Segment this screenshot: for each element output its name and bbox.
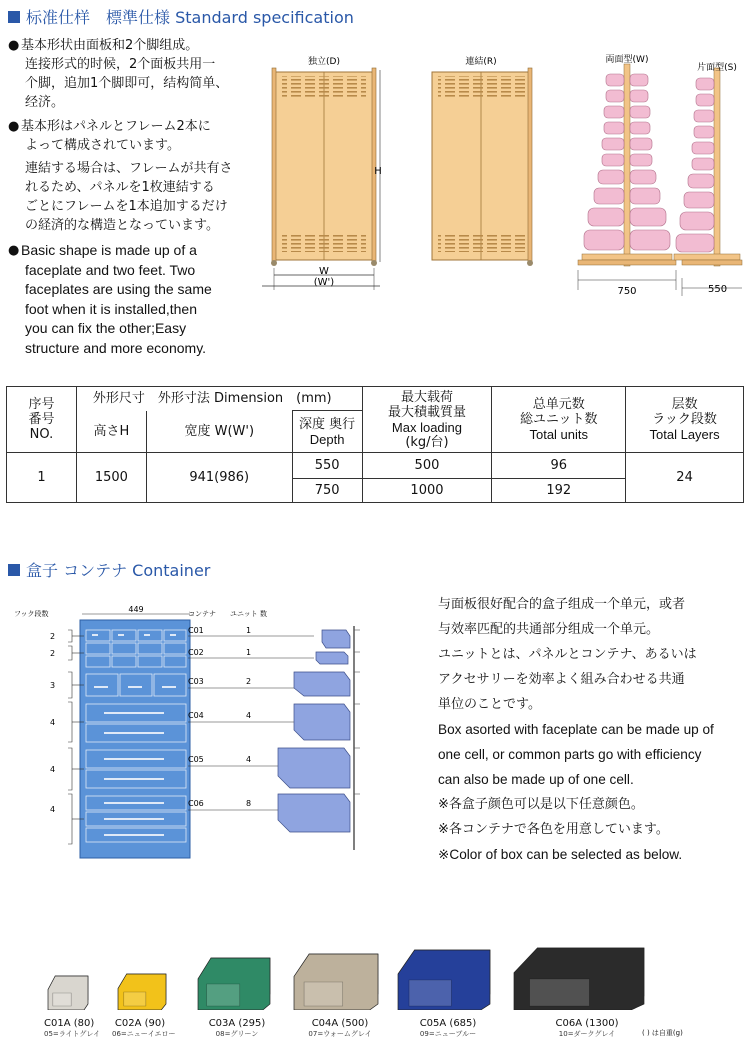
- bin-caption: C06A (1300) 10=ダークグレイ: [555, 1018, 619, 1038]
- label-width: W: [319, 266, 329, 277]
- label-depth-550: 550: [708, 284, 728, 295]
- spec-section-title: 标准仕样 標準仕様 Standard specification: [8, 5, 354, 28]
- header-depth: 深度 奥行 Depth: [292, 411, 362, 453]
- svg-text:4: 4: [50, 718, 56, 727]
- bin-2-illustration: [118, 974, 166, 1010]
- svg-text:1: 1: [246, 626, 252, 635]
- bin-caption: C02A (90) 06=ニューイエロー: [112, 1018, 176, 1038]
- svg-text:3: 3: [50, 681, 56, 690]
- bin-3-illustration: [198, 958, 270, 1010]
- bullet-cn: ● 基本形状由面板和2个脚组成。: [8, 38, 199, 53]
- panel-single: [262, 68, 380, 290]
- svg-text:2: 2: [246, 677, 252, 686]
- svg-text:2: 2: [50, 649, 56, 658]
- bin-caption: C03A (295) 08=グリーン: [208, 1018, 266, 1038]
- rack-one-side: [674, 68, 742, 296]
- svg-text:4: 4: [50, 765, 56, 774]
- bullet-dot-icon: ●: [8, 243, 20, 258]
- svg-text:C05: C05: [188, 755, 204, 764]
- svg-text:4: 4: [246, 755, 252, 764]
- hook-header: フック段数: [14, 610, 49, 618]
- label-linked: 連結(R): [465, 57, 497, 67]
- spec-table: [6, 386, 744, 503]
- header-load: 最大载荷 最大積載質量 Max loading (kg/台): [362, 387, 492, 453]
- container-section-title: 盒子 コンテナ Container: [8, 558, 210, 581]
- container-profiles: [278, 630, 350, 832]
- svg-text:C01: C01: [188, 626, 204, 635]
- bin-6-illustration: [514, 948, 644, 1010]
- rack-diagram: [262, 50, 750, 300]
- bin-5-illustration: [398, 950, 490, 1010]
- bin-caption: C01A (80) 05=ライトグレイ: [44, 1018, 101, 1038]
- label-depth-750: 750: [617, 286, 637, 297]
- bullet-dot-icon: ●: [8, 119, 20, 134]
- bin-gallery: [0, 930, 750, 1056]
- header-dimension: 外形尺寸 外形寸法 Dimension (mm): [76, 387, 362, 411]
- bin-illustrations: [0, 930, 750, 1010]
- bin-caption: C05A (685) 09=ニューブルー: [419, 1018, 477, 1038]
- bin-4-illustration: [294, 954, 378, 1010]
- bullet-jp: ● 基本形はパネルとフレーム2本に: [8, 119, 211, 134]
- unit-header: ユニット 数: [230, 610, 267, 618]
- label-one-side: 片面型(S): [697, 63, 737, 73]
- svg-text:2: 2: [50, 632, 56, 641]
- svg-text:C04: C04: [188, 711, 204, 720]
- container-header: コンテナ: [188, 610, 216, 618]
- bullet-en: ● Basic shape is made up of a: [8, 241, 266, 261]
- table-row: 750 1000 192: [7, 479, 744, 503]
- container-diagram: [14, 600, 394, 870]
- label-height: H: [374, 166, 382, 177]
- svg-text:C02: C02: [188, 648, 204, 657]
- header-units: 总单元数 総ユニット数 Total units: [492, 387, 626, 453]
- header-width: 宽度 W(W'): [146, 411, 292, 453]
- panel-linked: [432, 68, 533, 266]
- svg-text:8: 8: [246, 799, 252, 808]
- header-no: 序号 番号 NO.: [7, 387, 77, 453]
- spec-description: ● 基本形状由面板和2个脚组成。 连接形式的时候，2个面板共用一 个脚，追加1个脚即可，结构简单、 经济。 ● 基本形はパネルとフレーム2本に よって構成されています。 連結する場合は、フレームが共有さ れるため、パネルを1枚連結する ごとにフレームを1本追加するだけ の経済的な構造となっています。 ● Basic shape is made up of a faceplate and two feet. Two faceplates are using the same foot when it is installed,then you can fix the other;Easy structure and more economy.: [8, 36, 266, 358]
- table-header-row: [7, 387, 744, 411]
- container-description: 与面板很好配合的盒子组成一个单元，或者 与效率匹配的共通部分组成一个单元。 ユニットとは、パネルとコンテナ、あるいは アクセサリーを効率よく組み合わせる共通 単位のことです。 Box asorted with faceplate can be made up of one cell, or common parts go with efficiency can also be made up of one cell. ※各盒子颜色可以是以下任意颜色。 ※各コンテナで各色を用意しています。 ※Color of box can be selected as below.: [438, 597, 714, 862]
- header-layers: 层数 ラック段数 Total Layers: [626, 387, 744, 453]
- label-single: 独立(D): [308, 57, 340, 67]
- svg-text:4: 4: [50, 805, 56, 814]
- label-width-linked: (W'): [313, 277, 335, 288]
- label-double: 両面型(W): [605, 55, 649, 65]
- bin-caption: C04A (500) 07=ウォームグレイ: [308, 1018, 372, 1038]
- square-icon: [8, 564, 20, 576]
- width-label: 449: [128, 605, 144, 614]
- table-row: 1 1500 941(986) 550 500 96 24: [7, 453, 744, 479]
- svg-text:1: 1: [246, 648, 252, 657]
- svg-text:C03: C03: [188, 677, 204, 686]
- svg-text:4: 4: [246, 711, 252, 720]
- header-height: 高さH: [76, 411, 146, 453]
- bullet-dot-icon: ●: [8, 38, 20, 53]
- square-icon: [8, 11, 20, 23]
- weight-note: ( ) は自重(g): [642, 1029, 683, 1037]
- svg-text:C06: C06: [188, 799, 204, 808]
- rack-double-side: [578, 64, 676, 290]
- bin-1-illustration: [48, 976, 88, 1010]
